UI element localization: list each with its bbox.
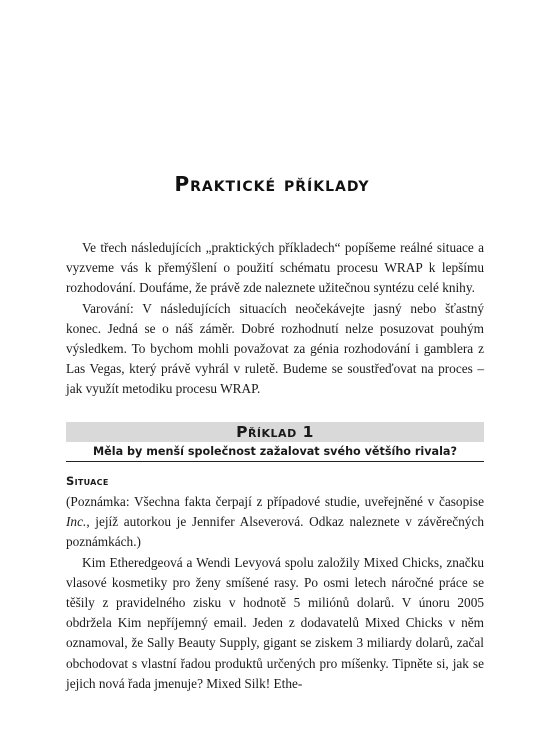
intro-paragraph-2: Varování: V následujících situacích neočekávejte jasný nebo šťastný konec. Jedná se o náš záměr. Dobré rozhodnutí nelze posuzovat pouhým výsledkem. To bychom mohli považovat za génia rozhodování i gamblera z Las Vegas, který právě vyhrál v ruletě. Budeme se soustřeďovat na proces – jak využít metodiku procesu WRAP. [66, 300, 484, 397]
example-subtitle: Měla by menší společnost zažalovat svého většího rivala? [93, 445, 457, 458]
example-divider [66, 461, 484, 462]
intro-section [66, 238, 484, 400]
magazine-name: Inc. [66, 514, 87, 530]
intro-paragraph-1: Ve třech následujících „praktických příkladech“ popíšeme reálné situace a vyzveme vás k přemýšlení o použití schématu procesu WRAP k lepšímu rozhodování. Doufáme, že právě zde naleznete užitečnou syntézu celé knihy. [66, 240, 484, 296]
situation-section [66, 492, 484, 694]
example-title-bar: Příklad 1 [66, 422, 484, 442]
note-text-end: , jejíž autorkou je Jennifer Alseverová. Odkaz naleznete v závěrečných poznámkách.) [66, 514, 484, 550]
chapter-title: Praktické příklady [174, 172, 370, 196]
situation-paragraph-1: Kim Etheredgeová a Wendi Levyová spolu založily Mixed Chicks, značku vlasové kosmetiky pro ženy smíšené rasy. Po osmi letech náročné práce se těšily z pravidelného zisku v hodnotě 5 miliónů dolarů. V únoru 2005 obdržela Kim nepříjemný email. Jeden z dodavatelů Mixed Chicks v něm oznamoval, že Sally Beauty Supply, gigant se ziskem 3 miliardy dolarů, začal obchodovat s vlastní řadou produktů určených pro míšenky. Tipněte si, jak se jejich nová řada jmenuje? Mixed Silk! Ethe- [66, 554, 484, 691]
situation-heading: Situace [66, 474, 109, 488]
situation-note [66, 492, 484, 553]
note-text-start: (Poznámka: Všechna fakta čerpají z případové studie, uveřejněné v časopise [66, 494, 484, 509]
